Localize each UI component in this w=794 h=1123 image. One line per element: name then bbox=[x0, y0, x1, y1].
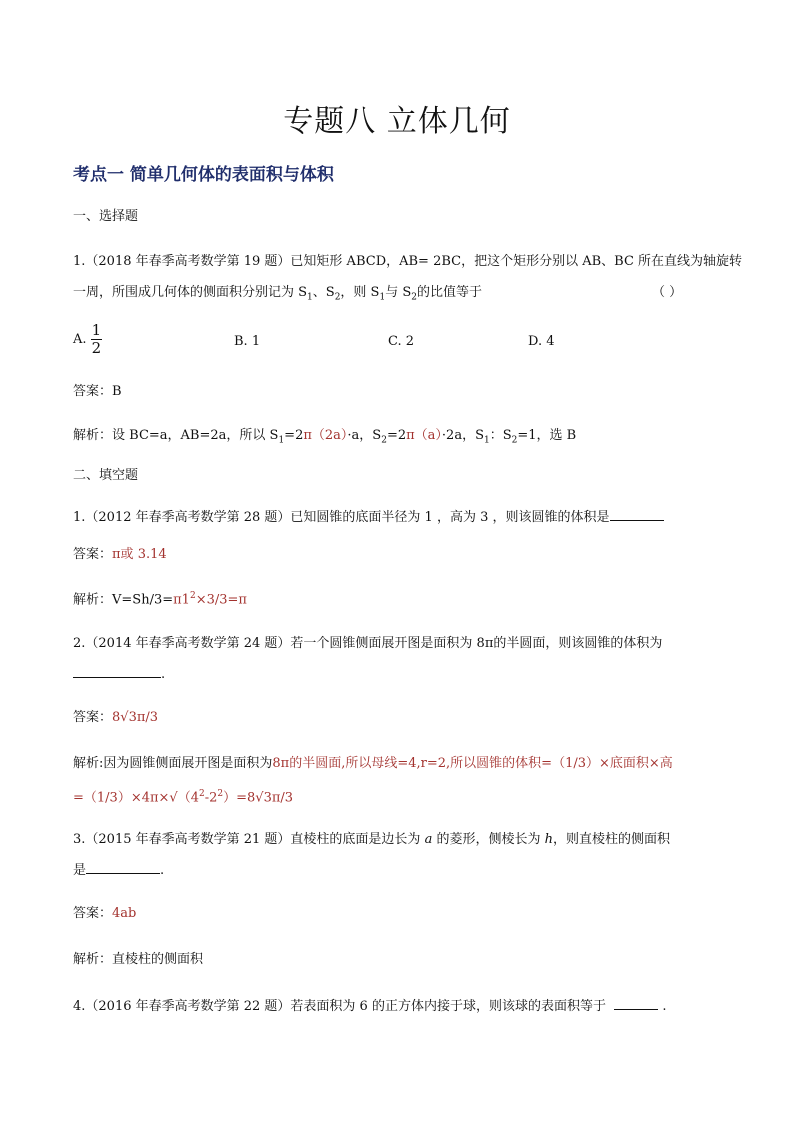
q1-line2: 一周，所围成几何体的侧面积分别记为 $S_1$、$S_2$，则 $S_1$与 $S_2$的比值等于 bbox=[73, 285, 482, 303]
part2-heading: 二、填空题 bbox=[73, 468, 139, 483]
f3-question-line1: 3.（2015 年春季高考数学第 21 题）直棱柱的底面是边长为 a 的菱形，侧棱长为 h，则直棱柱的侧面积 bbox=[73, 832, 670, 847]
f2-answer-blank[interactable] bbox=[73, 664, 161, 678]
f2-analysis-line1: 解析:因为圆锥侧面展开图是面积为8π的半圆面,所以母线=4,r=2,所以圆锥的体积=（1/3）×底面积×高 bbox=[73, 756, 673, 771]
f3-question-line2: 是 . bbox=[73, 860, 164, 881]
section-title: 考点一 简单几何体的表面积与体积 bbox=[73, 165, 334, 185]
q1-option-d: D. 4 bbox=[528, 334, 555, 349]
q1-option-c: C. 2 bbox=[388, 334, 415, 349]
f3-answer-blank[interactable] bbox=[86, 860, 160, 874]
q1-answer-parens: （ ） bbox=[652, 285, 683, 300]
q1-analysis: 解析：设 BC=a，AB=2a，所以 $S_1=2\pi(2a)\cdot a$，$S_2=2\pi(a)\cdot 2a$，$S_1$：$S_2=1$，选 B bbox=[73, 428, 577, 446]
f4-answer-blank[interactable] bbox=[614, 996, 658, 1010]
f1-analysis: 解析：$V=Sh/3=\pi 1^2\times 3/3=\pi$ bbox=[73, 591, 247, 608]
page-title: 专题八 立体几何 bbox=[283, 104, 511, 139]
f2-question-line1: 2.（2014 年春季高考数学第 24 题）若一个圆锥侧面展开图是面积为 8π的半圆面，则该圆锥的体积为 bbox=[73, 636, 663, 651]
q1-option-b: B. 1 bbox=[234, 334, 261, 349]
f3-answer: 答案：4ab bbox=[73, 906, 137, 921]
f1-answer: 答案：π或 3.14 bbox=[73, 547, 167, 562]
f2-question-line2: . bbox=[73, 664, 165, 685]
f1-question: 1.（2012 年春季高考数学第 28 题）已知圆锥的底面半径为 1 ，高为 3 ，则该圆锥的体积是 bbox=[73, 507, 664, 528]
f1-answer-blank[interactable] bbox=[610, 507, 664, 521]
f4-question: 4.（2016 年春季高考数学第 22 题）若表面积为 6 的正方体内接于球，则该球的表面积等于 . bbox=[73, 996, 667, 1017]
fraction-one-half: $\frac{1}{2}$ bbox=[91, 321, 102, 357]
q1-option-a: A. $\frac{1}{2}$ bbox=[73, 321, 102, 357]
f2-answer: 答案：8√3π/3 bbox=[73, 710, 159, 725]
f2-analysis-line2: $=(1/3)\times 4\pi\times√(4^2-2^2)=8√3\pi/3$ bbox=[73, 789, 294, 806]
f3-analysis: 解析：直棱柱的侧面积 bbox=[73, 952, 204, 967]
part1-heading: 一、选择题 bbox=[73, 209, 139, 224]
q1-answer: 答案：B bbox=[73, 384, 122, 399]
q1-line1: 1.（2018 年春季高考数学第 19 题）已知矩形 ABCD，AB= 2BC，把这个矩形分别以 AB、BC 所在直线为轴旋转 bbox=[73, 254, 743, 269]
